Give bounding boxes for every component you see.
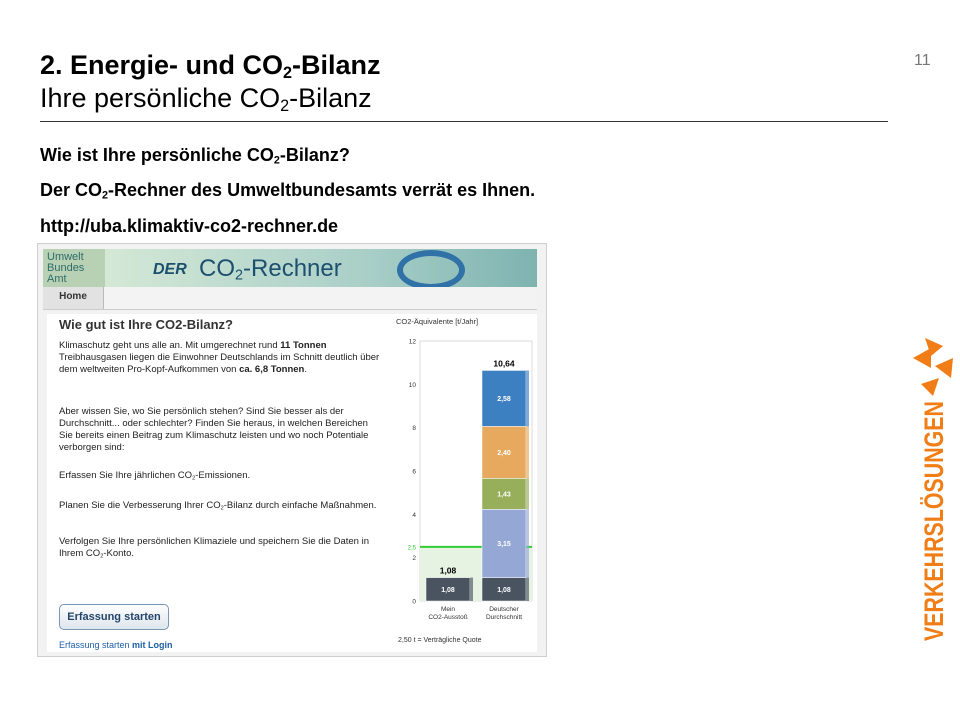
segment-label: 1,08 [497, 586, 511, 594]
slide-subtitle: Ihre persönliche $CO_2$-Bilanz [40, 83, 372, 116]
x-tick-label: Durchschnitt [485, 614, 523, 621]
co2-rechner-screenshot [37, 243, 547, 657]
gear-icon [397, 250, 465, 290]
bar-segment-side [526, 578, 529, 601]
co2-chart [392, 314, 537, 652]
question-paragraph: Aber wissen Sie, wo Sie persönlich stehen? Sind Sie besser als der Durchschnitt... oder schlechter? Finden Sie heraus, in welchen Bereichen Sie bereits einen Beitrag zum Klimaschutz leisten und wo noch Potentiale verborgen sind: [59, 406, 369, 453]
site-header [43, 249, 537, 287]
segment-label: 2,58 [497, 395, 511, 403]
rechner-banner [105, 249, 537, 287]
bar-segment-side [470, 578, 473, 601]
verkehrsloesungen-logo [891, 336, 957, 646]
url-text[interactable]: http://uba.klimaktiv-co2-rechner.de [40, 216, 339, 236]
y-tick-label: 4 [412, 511, 416, 519]
segment-label: 3,15 [497, 540, 511, 548]
x-tick-label: CO2-Ausstoß [428, 614, 468, 621]
content-heading: Wie gut ist Ihre CO2-Bilanz? [59, 317, 233, 332]
x-tick-label: Deutscher [489, 606, 519, 613]
y-tick-label: 8 [412, 425, 416, 433]
arrows-logo-icon [913, 338, 953, 396]
banner-der: DER [153, 261, 187, 278]
y-tick-label: 0 [412, 598, 416, 606]
y-tick-label: 12 [408, 338, 416, 346]
content-panel [47, 314, 537, 652]
segment-label: 2,40 [497, 449, 511, 457]
brand-logo-text: VERKEHRSLÖSUNGEN [919, 337, 949, 641]
bar-segment-side [526, 370, 529, 426]
erfassen-paragraph: Erfassen Sie Ihre jährlichen $CO_2$-Emissionen. [59, 470, 251, 482]
planen-paragraph: Planen Sie die Verbesserung Ihrer $CO_2$-Bilanz durch einfache Maßnahmen. [59, 500, 377, 512]
segment-label: 1,08 [441, 586, 455, 594]
bar-total-label: 1,08 [439, 565, 457, 576]
question-text: Wie ist Ihre persönliche $CO_2$-Bilanz? [40, 145, 350, 167]
y-tick-label: 2 [412, 555, 416, 563]
verfolgen-paragraph: Verfolgen Sie Ihre persönlichen Klimaziele und speichern Sie die Daten in Ihrem $CO_2$-Konto. [59, 536, 369, 560]
statement-text: Der $CO_2$-Rechner des Umweltbundesamts verrät es Ihnen. [40, 180, 536, 202]
bar-segment-side [526, 426, 529, 478]
uba-logo[interactable]: Umwelt Bundes Amt [47, 251, 85, 285]
page-number: 11 [914, 52, 931, 69]
bar-total-label: 10,64 [493, 358, 515, 369]
erfassung-starten-button[interactable]: Erfassung starten [59, 604, 169, 630]
title-divider [40, 121, 888, 122]
intro-paragraph: Klimaschutz geht uns alle an. Mit umgerechnet rund 11 Tonnen Treibhausgasen liegen die Einwohner Deutschlands im Schnitt deutlich über dem weltweiten Pro-Kopf-Aufkommen von ca. 6,8 Tonnen. [59, 340, 380, 375]
chart-title: CO2-Äquivalente [t/Jahr] [396, 317, 479, 326]
nav-home-tab[interactable]: Home [43, 287, 104, 309]
bar-segment-side [526, 478, 529, 509]
slide-title: 2. Energie- und $CO_2$-Bilanz [40, 50, 381, 83]
segment-label: 1,43 [497, 491, 511, 499]
login-link[interactable]: Erfassung starten mit Login [59, 640, 173, 650]
x-tick-label: Mein [440, 606, 456, 613]
reference-line-label: 2,5 [407, 545, 416, 552]
nav-bar [43, 287, 537, 310]
y-tick-label: 6 [412, 468, 416, 476]
chart-footnote: 2,50 t = Verträgliche Quote [398, 637, 482, 644]
bar-segment-side [526, 509, 529, 577]
y-tick-label: 10 [408, 381, 416, 389]
banner-title: $CO_2$-Rechner [199, 255, 342, 284]
